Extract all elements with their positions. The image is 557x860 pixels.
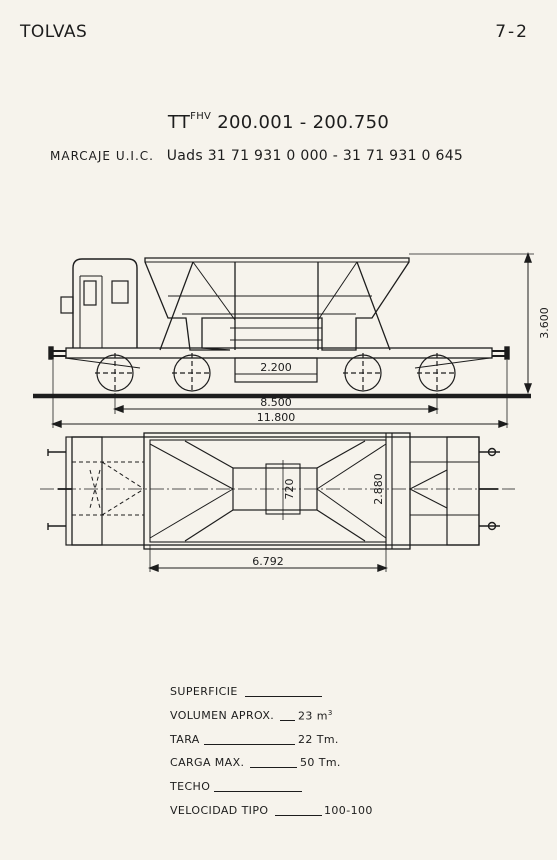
hopper-frame bbox=[144, 433, 410, 549]
spec-row bbox=[170, 685, 274, 709]
spec-label: SUPERFICIE bbox=[170, 685, 238, 698]
side-elevation bbox=[33, 254, 551, 428]
page-number: 7-2 bbox=[495, 22, 529, 42]
opening-dimension: 720 bbox=[283, 478, 296, 500]
uic-label: MARCAJE U.I.C. bbox=[50, 149, 154, 163]
spec-label: TECHO bbox=[170, 780, 211, 794]
spec-value: 23 m bbox=[298, 709, 328, 723]
spec-value: 100-100 bbox=[324, 803, 373, 817]
plan-view bbox=[40, 433, 515, 572]
spec-label: CARGA MAX. bbox=[170, 756, 245, 770]
cabin-window bbox=[112, 281, 128, 303]
series-range: 200.001 - 200.750 bbox=[217, 112, 390, 133]
spec-label: TARA bbox=[170, 732, 200, 746]
series-prefix: TT bbox=[167, 112, 191, 133]
cabin-window bbox=[84, 281, 96, 305]
underframe bbox=[66, 348, 492, 358]
frame-width-dimension: 2.880 bbox=[372, 473, 385, 505]
spec-label: VELOCIDAD TIPO bbox=[170, 803, 269, 817]
uic-value: Uads 31 71 931 0 000 - 31 71 931 0 645 bbox=[166, 148, 464, 164]
specifications-list bbox=[170, 685, 373, 828]
section-title: TOLVAS bbox=[20, 22, 88, 42]
spec-row bbox=[170, 708, 333, 733]
overall-length-dimension: 11.800 bbox=[256, 411, 296, 424]
height-dimension: 3.600 bbox=[538, 307, 551, 339]
spec-label: VOLUMEN APROX. bbox=[170, 708, 275, 722]
frame-length-dimension: 6.792 bbox=[252, 555, 284, 568]
wheelbase-dimension: 8.500 bbox=[260, 396, 292, 409]
spec-unit-superscript: 3 bbox=[327, 708, 333, 717]
buffer-head bbox=[505, 347, 509, 359]
spec-row bbox=[170, 780, 274, 804]
inner-span-dimension: 2.200 bbox=[260, 361, 292, 374]
hopper-body bbox=[145, 258, 409, 350]
spec-row bbox=[170, 756, 341, 780]
spec-row bbox=[170, 803, 373, 828]
spec-row bbox=[170, 732, 339, 757]
plan-outline bbox=[72, 437, 479, 545]
spec-value: 50 Tm. bbox=[300, 756, 341, 770]
spec-value: 22 Tm. bbox=[298, 732, 339, 746]
series-superscript: FHV bbox=[190, 111, 212, 122]
buffer-head bbox=[49, 347, 53, 359]
cabin-step bbox=[61, 297, 73, 313]
